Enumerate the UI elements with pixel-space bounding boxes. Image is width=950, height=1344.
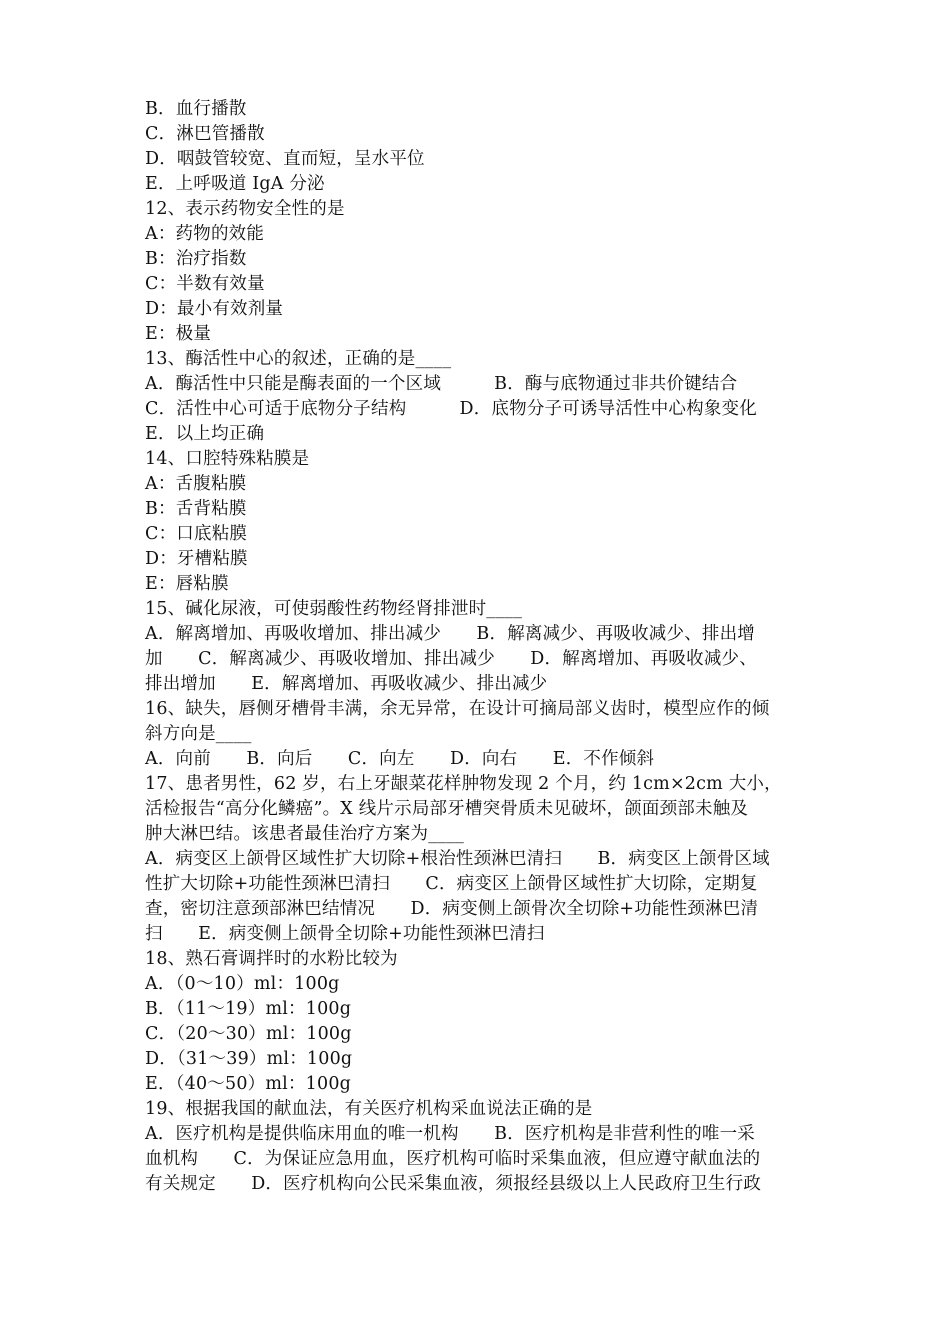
text-line: B．（11～19）ml：100g bbox=[145, 999, 352, 1019]
text-line: 肿大淋巴结。该患者最佳治疗方案为____ bbox=[145, 824, 464, 844]
text-line: 加 C．解离减少、再吸收增加、排出减少 D．解离增加、再吸收减少、 bbox=[145, 649, 757, 669]
text-line: E：唇粘膜 bbox=[145, 574, 229, 594]
text-line: 斜方向是____ bbox=[145, 724, 252, 744]
text-line: E．上呼吸道 IgA 分泌 bbox=[145, 174, 325, 194]
text-line: 14、口腔特殊粘膜是 bbox=[145, 449, 310, 469]
text-line: C：半数有效量 bbox=[145, 274, 265, 294]
text-line: 18、熟石膏调拌时的水粉比较为 bbox=[145, 949, 398, 969]
text-line: 性扩大切除+功能性颈淋巴清扫 C．病变区上颌骨区域性扩大切除，定期复 bbox=[145, 874, 758, 894]
text-line: 19、根据我国的献血法，有关医疗机构采血说法正确的是 bbox=[145, 1099, 593, 1119]
text-line: B．血行播散 bbox=[145, 99, 247, 119]
text-line: C．（20～30）ml：100g bbox=[145, 1024, 352, 1044]
text-line: B：治疗指数 bbox=[145, 249, 247, 269]
text-line: C．活性中心可适于底物分子结构 D．底物分子可诱导活性中心构象变化 bbox=[145, 399, 757, 419]
text-line: D．咽鼓管较宽、直而短，呈水平位 bbox=[145, 149, 425, 169]
text-line: A．解离增加、再吸收增加、排出减少 B．解离减少、再吸收减少、排出增 bbox=[145, 624, 755, 644]
text-line: 查，密切注意颈部淋巴结情况 D．病变侧上颌骨次全切除+功能性颈淋巴清 bbox=[145, 899, 759, 919]
text-line: A：舌腹粘膜 bbox=[145, 474, 247, 494]
text-line: E：极量 bbox=[145, 324, 212, 344]
text-line: D：最小有效剂量 bbox=[145, 299, 284, 319]
text-line: D．（31～39）ml：100g bbox=[145, 1049, 353, 1069]
text-line: 13、酶活性中心的叙述，正确的是____ bbox=[145, 349, 452, 369]
text-line: C．淋巴管播散 bbox=[145, 124, 265, 144]
text-line: 12、表示药物安全性的是 bbox=[145, 199, 345, 219]
text-line: A：药物的效能 bbox=[145, 224, 265, 244]
text-line: C：口底粘膜 bbox=[145, 524, 248, 544]
text-line: 扫 E．病变侧上颌骨全切除+功能性颈淋巴清扫 bbox=[145, 924, 545, 944]
text-line: 活检报告“高分化鳞癌”。X 线片示局部牙槽突骨质未见破坏，颌面颈部未触及 bbox=[145, 799, 749, 819]
text-line: 血机构 C．为保证应急用血，医疗机构可临时采集血液，但应遵守献血法的 bbox=[145, 1149, 761, 1169]
text-line: 17、患者男性，62 岁，右上牙龈菜花样肿物发现 2 个月，约 1cm×2cm 大小， bbox=[145, 774, 782, 794]
text-line: A．病变区上颌骨区域性扩大切除+根治性颈淋巴清扫 B．病变区上颌骨区域 bbox=[145, 849, 770, 869]
document-body bbox=[145, 97, 825, 1197]
text-line: 排出增加 E．解离增加、再吸收减少、排出减少 bbox=[145, 674, 548, 694]
text-line: 15、碱化尿液，可使弱酸性药物经肾排泄时____ bbox=[145, 599, 523, 619]
text-line: D：牙槽粘膜 bbox=[145, 549, 248, 569]
text-line: A．酶活性中只能是酶表面的一个区域 B．酶与底物通过非共价键结合 bbox=[145, 374, 738, 394]
text-line: A．（0～10）ml：100g bbox=[145, 974, 340, 994]
text-line: 有关规定 D．医疗机构向公民采集血液，须报经县级以上人民政府卫生行政 bbox=[145, 1174, 762, 1194]
text-line: E．（40～50）ml：100g bbox=[145, 1074, 352, 1094]
text-line: A．向前 B．向后 C．向左 D．向右 E．不作倾斜 bbox=[145, 749, 655, 769]
text-line: B：舌背粘膜 bbox=[145, 499, 247, 519]
text-line: E．以上均正确 bbox=[145, 424, 265, 444]
text-line: 16、缺失，唇侧牙槽骨丰满，余无异常，在设计可摘局部义齿时，模型应作的倾 bbox=[145, 699, 770, 719]
text-line: A．医疗机构是提供临床用血的唯一机构 B．医疗机构是非营利性的唯一采 bbox=[145, 1124, 755, 1144]
